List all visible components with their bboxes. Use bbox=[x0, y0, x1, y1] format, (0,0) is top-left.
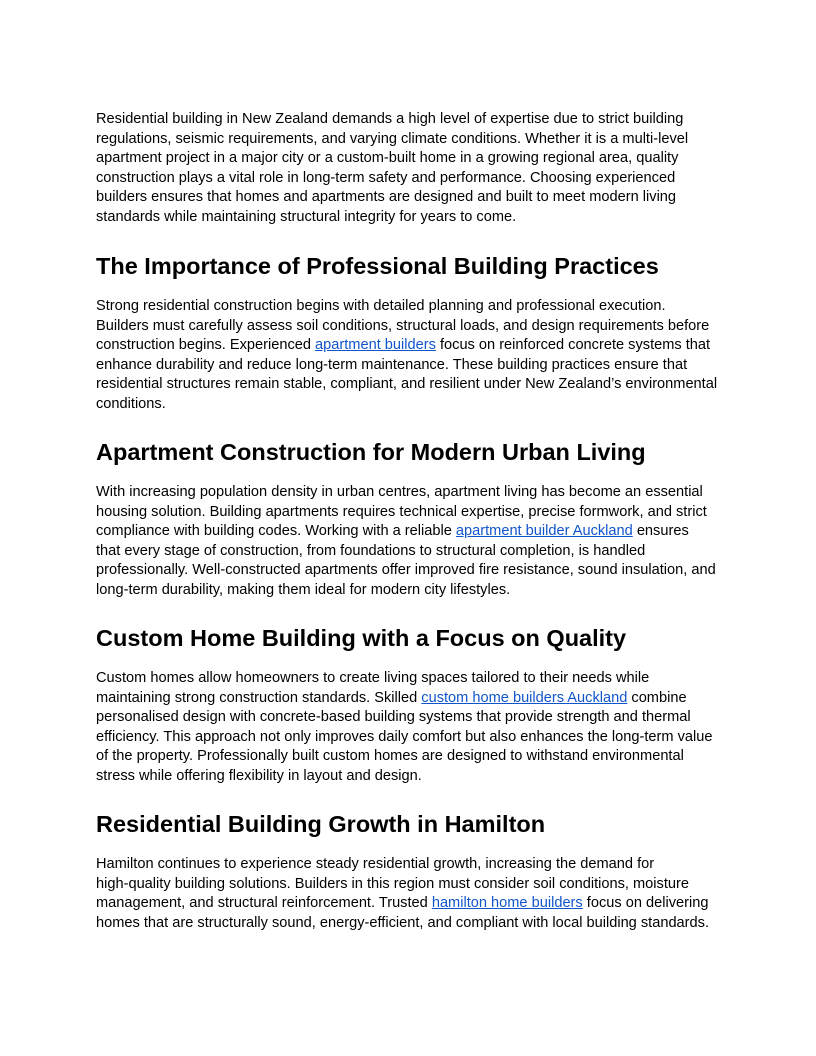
text-line: Builders must carefully assess soil conditions, structural loads, and design requirements before bbox=[96, 317, 710, 334]
text-segment: management, and structural reinforcement. Trusted bbox=[96, 895, 432, 911]
text-line: With increasing population density in urban centres, apartment living has become an essential bbox=[96, 484, 703, 500]
text-line: Hamilton continues to experience steady residential growth, increasing the demand for bbox=[96, 856, 655, 872]
text-line: high-quality building solutions. Builders in this region must consider soil conditions, moisture bbox=[96, 875, 689, 892]
text-line: housing solution. Building apartments requires technical expertise, precise formwork, and strict bbox=[96, 503, 707, 520]
section-heading-hamilton-growth: Residential Building Growth in Hamilton bbox=[96, 811, 546, 837]
hamilton-home-builders-link[interactable]: hamilton home builders bbox=[431, 895, 583, 911]
text-segment: maintaining strong construction standards. Skilled bbox=[96, 689, 422, 706]
text-segment: combine bbox=[627, 689, 687, 706]
text-line: personalised design with concrete-based building systems that provide strength and thermal bbox=[96, 709, 691, 725]
text-line: apartment project in a major city or a custom-built home in a growing regional area, quality bbox=[96, 150, 679, 166]
text-segment: focus on delivering bbox=[582, 895, 709, 911]
text-segment: compliance with building codes. Working with a reliable bbox=[96, 523, 456, 539]
text-line: that every stage of construction, from foundations to structural completion, is handled bbox=[96, 542, 646, 559]
text-line bbox=[96, 894, 726, 914]
text-line: builders ensures that homes and apartments are designed and built to meet modern living bbox=[96, 189, 677, 205]
section-heading-custom-home: Custom Home Building with a Focus on Quality bbox=[96, 625, 627, 651]
text-line bbox=[96, 689, 726, 709]
text-line: construction plays a vital role in long-term safety and performance. Choosing experienced bbox=[96, 169, 676, 186]
section-paragraph-apartment-construction bbox=[96, 483, 726, 600]
text-line: Strong residential construction begins with detailed planning and professional execution. bbox=[96, 298, 666, 314]
text-line: of the property. Professionally built custom homes are designed to withstand environmental bbox=[96, 748, 684, 764]
text-line: regulations, seismic requirements, and varying climate conditions. Whether it is a multi-level bbox=[96, 130, 689, 147]
custom-home-builders-auckland-link[interactable]: custom home builders Auckland bbox=[421, 689, 628, 706]
section-heading-apartment-construction: Apartment Construction for Modern Urban Living bbox=[96, 439, 646, 465]
apartment-builder-auckland-link[interactable]: apartment builder Auckland bbox=[455, 523, 633, 539]
text-line: efficiency. This approach not only improves daily comfort but also enhances the long-term value bbox=[96, 728, 713, 745]
text-line: Residential building in New Zealand demands a high level of expertise due to strict building bbox=[96, 111, 684, 127]
text-line: residential structures remain stable, compliant, and resilient under New Zealand’s environmental bbox=[96, 376, 718, 392]
document-page bbox=[96, 110, 726, 933]
section-paragraph-professional-practices bbox=[96, 297, 726, 414]
section-paragraph-custom-home bbox=[96, 669, 726, 786]
text-line bbox=[96, 522, 726, 542]
text-line: conditions. bbox=[96, 395, 166, 412]
text-line: professionally. Well-constructed apartments offer improved fire resistance, sound insulation, and bbox=[96, 562, 716, 578]
section-paragraph-hamilton-growth bbox=[96, 855, 726, 933]
text-line: standards while maintaining structural integrity for years to come. bbox=[96, 208, 517, 225]
text-line: stress while offering flexibility in layout and design. bbox=[96, 767, 422, 784]
text-segment: construction begins. Experienced bbox=[96, 337, 316, 353]
text-line: Custom homes allow homeowners to create living spaces tailored to their needs while bbox=[96, 670, 650, 686]
apartment-builders-link[interactable]: apartment builders bbox=[315, 337, 436, 353]
text-line: long-term durability, making them ideal for modern city lifestyles. bbox=[96, 581, 511, 598]
text-line: homes that are structurally sound, energy-efficient, and compliant with local building standards. bbox=[96, 914, 710, 931]
text-line bbox=[96, 336, 726, 356]
text-segment: focus on reinforced concrete systems that bbox=[435, 337, 711, 353]
text-line: enhance durability and reduce long-term maintenance. These building practices ensure that bbox=[96, 356, 688, 373]
text-segment: ensures bbox=[632, 523, 689, 539]
intro-paragraph bbox=[96, 110, 726, 227]
section-heading-professional-practices: The Importance of Professional Building Practices bbox=[96, 253, 659, 279]
